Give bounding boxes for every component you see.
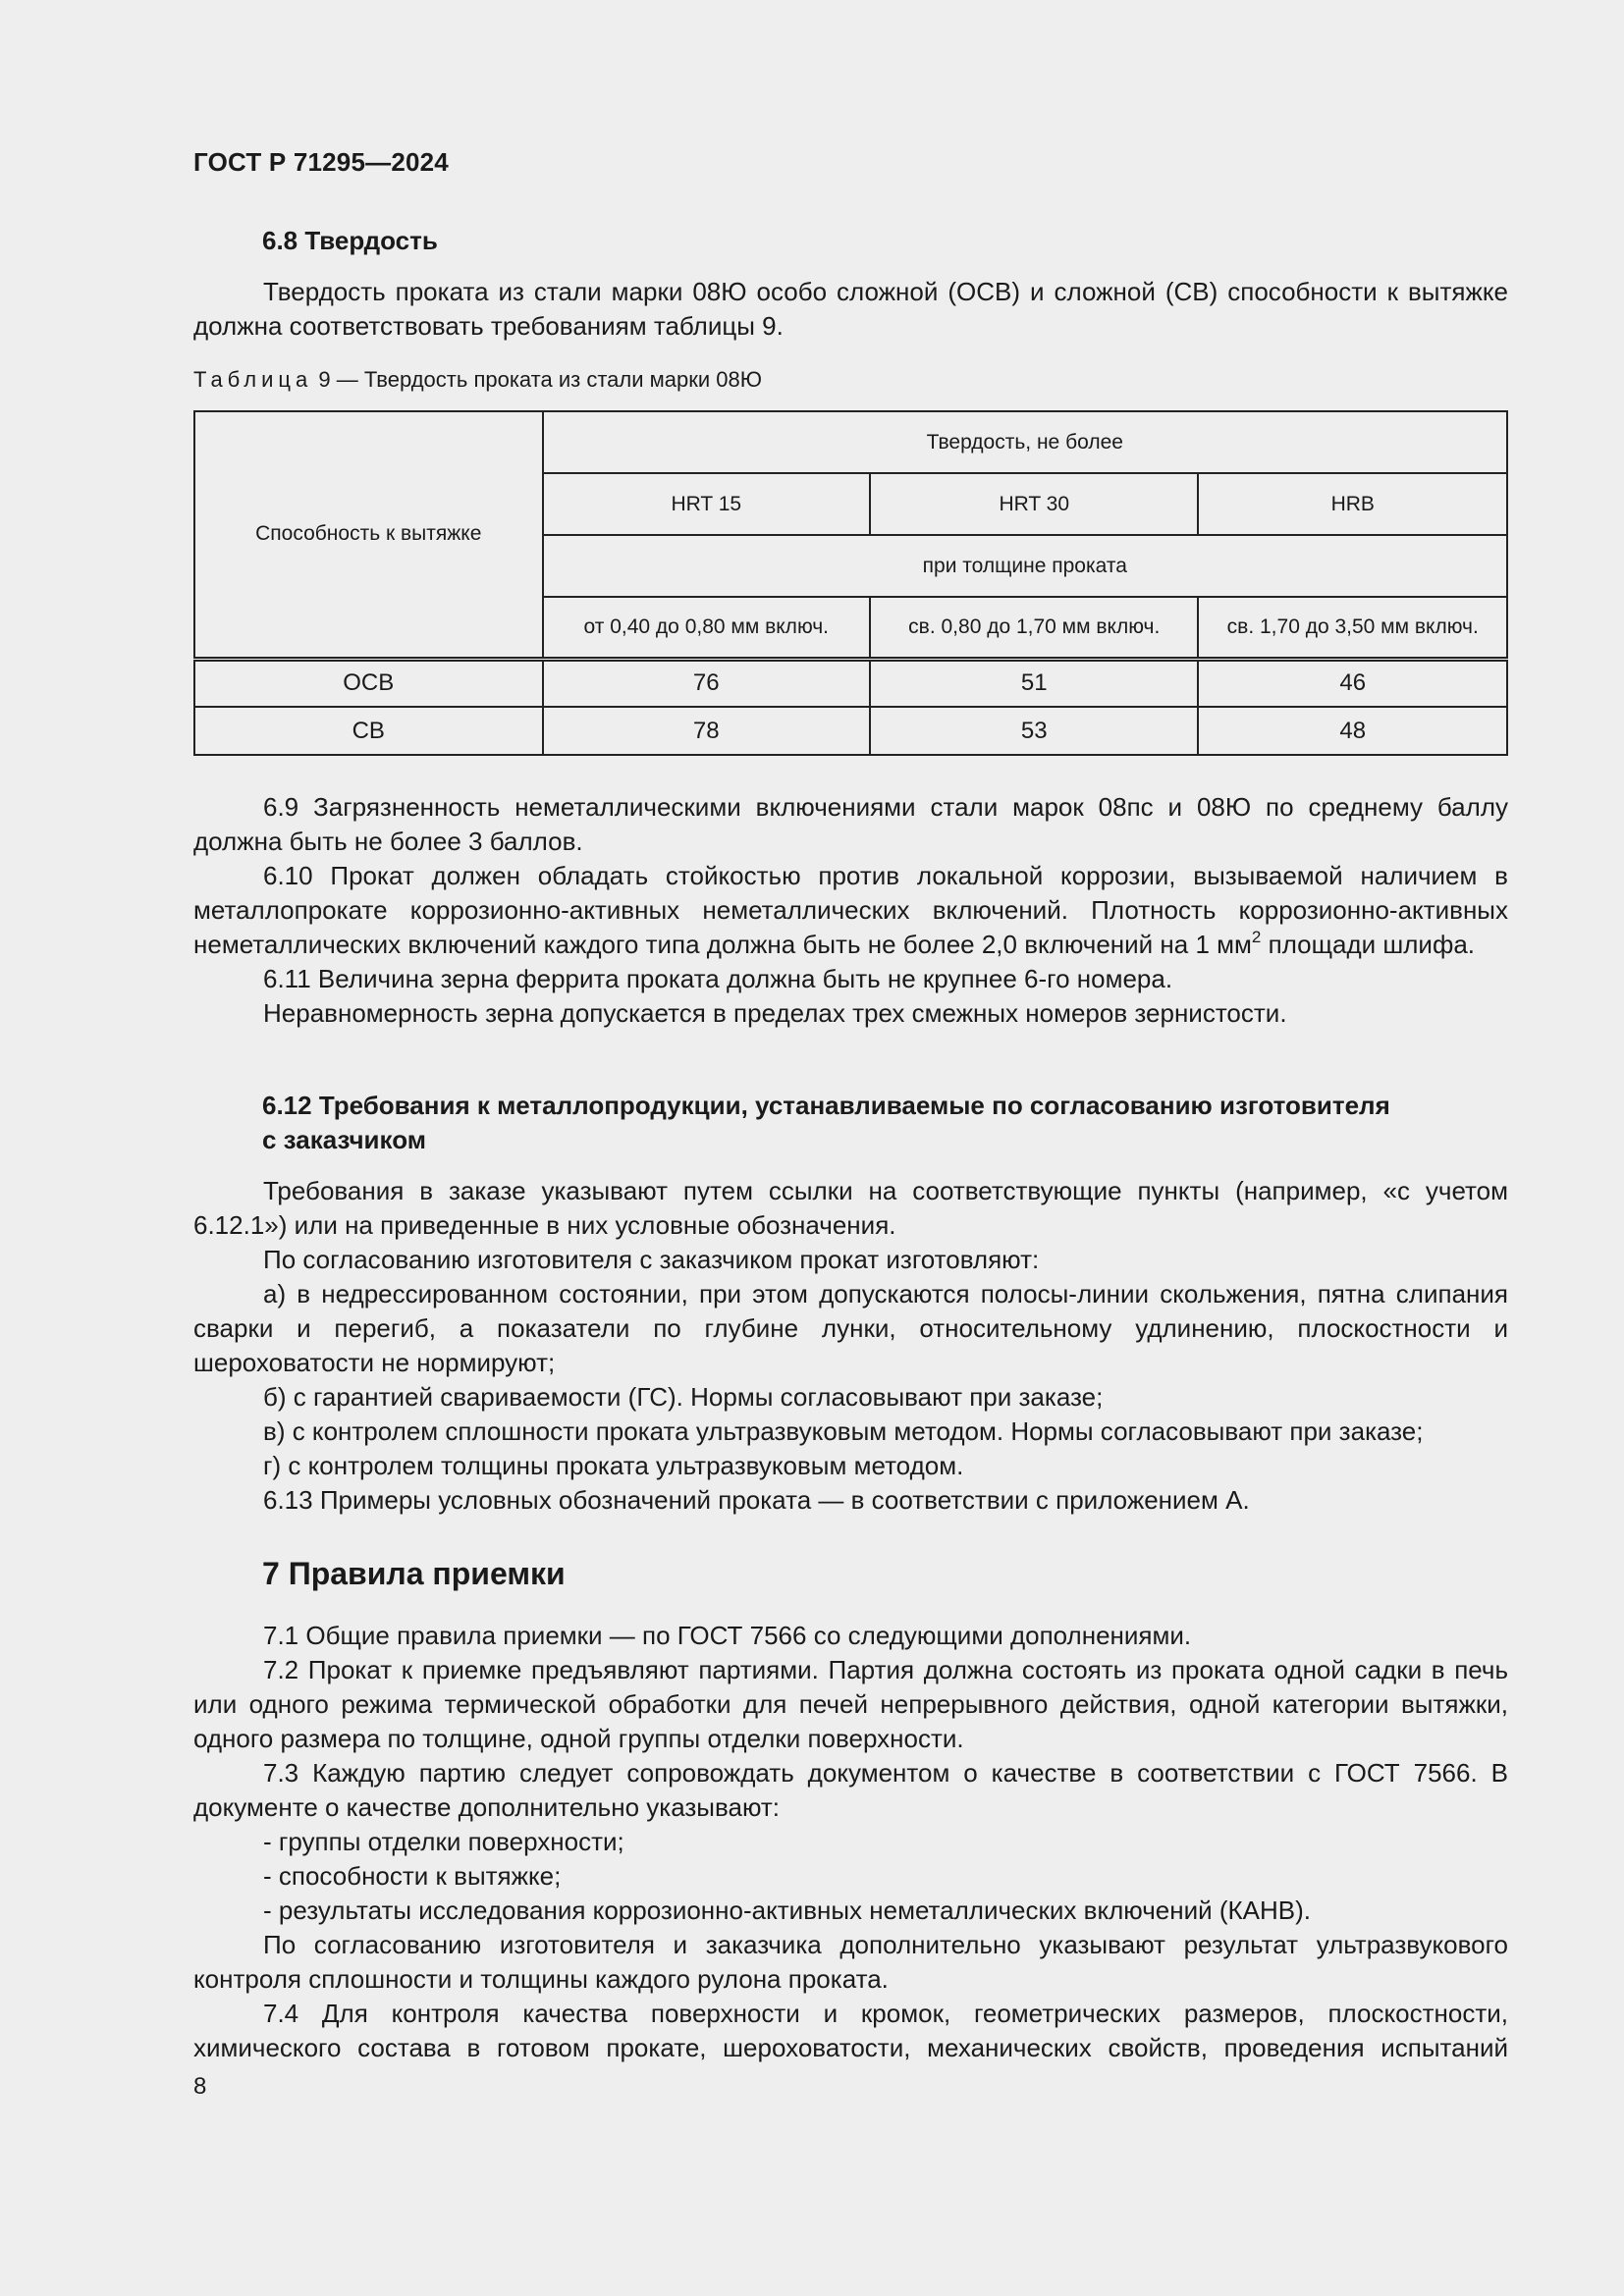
page-number: 8 (193, 2073, 207, 2100)
text: 6.10 Прокат должен обладать стойкостью против локальной коррозии, вызываемой наличием в металлопрокате коррозионно-активных неметаллических включений. Плотность коррозионно-активных неметаллических включений каждого типа должна быть не более 2,0 включений на 1 мм (193, 861, 1508, 959)
table-row (194, 659, 1507, 707)
section-6-8-text (193, 275, 1508, 344)
list-item: г) с контролем толщины проката ультразвуковым методом. (263, 1451, 964, 1480)
row-label-cell: СВ (194, 707, 543, 755)
section-6-9-text: 6.9 Загрязненность неметаллическими включениями стали марок 08пс и 08Ю по среднему баллу должна быть не более 3 баллов. (193, 792, 1508, 856)
scale-cell: HRT 30 (870, 473, 1198, 535)
chapter-7-body (193, 1619, 1508, 2065)
list-item: а) в недрессированном состоянии, при этом допускаются полосы-линии скольжения, пятна слипания сварки и перегиб, а показатели по глубине лунки, относительному удлинению, плоскостности и шероховатости не нормируют; (193, 1279, 1508, 1377)
paragraph: Требования в заказе указывают путем ссылки на соответствующие пункты (например, «с учетом 6.12.1») или на приведенные в них условные обозначения. (193, 1176, 1508, 1240)
range-cell: св. 1,70 до 3,50 мм включ. (1198, 597, 1507, 659)
range-cell: от 0,40 до 0,80 мм включ. (543, 597, 870, 659)
list-item: в) с контролем сплошности проката ультразвуковым методом. Нормы согласовывают при заказе; (263, 1416, 1424, 1446)
list-item: - результаты исследования коррозионно-активных неметаллических включений (КАНВ). (263, 1896, 1311, 1925)
value-cell: 78 (543, 707, 870, 755)
caption-word: Таблица (193, 367, 313, 392)
section-6-11-text: 6.11 Величина зерна феррита проката должна быть не крупнее 6-го номера. (263, 964, 1173, 993)
list-item: б) с гарантией свариваемости (ГС). Нормы согласовывают при заказе; (263, 1382, 1104, 1412)
value-cell: 76 (543, 659, 870, 707)
range-cell: св. 0,80 до 1,70 мм включ. (870, 597, 1198, 659)
list-item: - группы отделки поверхности; (263, 1827, 624, 1856)
paragraph: 7.2 Прокат к приемке предъявляют партиями. Партия должна состоять из проката одной садки в печь или одного режима термической обработки для печей непрерывного действия, одной категории вытяжки, одного размера по толщине, одной группы отделки поверхности. (193, 1655, 1508, 1753)
paragraph: 7.1 Общие правила приемки — по ГОСТ 7566 со следующими дополнениями. (263, 1621, 1192, 1650)
section-6-11-text: Неравномерность зерна допускается в пределах трех смежных номеров зернистости. (263, 998, 1287, 1028)
value-cell: 53 (870, 707, 1198, 755)
sections-6-9-to-6-11 (193, 790, 1508, 1031)
paragraph: 7.4 Для контроля качества поверхности и кромок, геометрических размеров, плоскостности, химического состава в готовом прокате, шероховатости, механических свойств, проведения испытаний (193, 1999, 1508, 2062)
hardness-header-cell: Твердость, не более (543, 411, 1507, 473)
scale-cell: HRT 15 (543, 473, 870, 535)
section-6-13-text: 6.13 Примеры условных обозначений проката — в соответствии с приложением А. (263, 1485, 1250, 1515)
value-cell: 46 (1198, 659, 1507, 707)
table-9-hardness (193, 410, 1508, 756)
text: площади шлифа. (1261, 930, 1476, 959)
section-6-10-text (193, 859, 1508, 962)
scale-cell: HRB (1198, 473, 1507, 535)
section-6-8-heading: 6.8 Твердость (262, 226, 438, 255)
heading-line: 6.12 Требования к металлопродукции, устанавливаемые по согласованию изготовителя (262, 1091, 1390, 1120)
document-page (193, 0, 1508, 2296)
section-6-12-body (193, 1174, 1508, 1518)
value-cell: 48 (1198, 707, 1507, 755)
thickness-header-cell: при толщине проката (543, 535, 1507, 597)
paragraph: Твердость проката из стали марки 08Ю особо сложной (ОСВ) и сложной (СВ) способности к вытяжке должна соответствовать требованиям таблицы 9. (193, 277, 1508, 341)
superscript: 2 (1251, 928, 1262, 946)
section-6-12-heading (262, 1089, 1508, 1157)
paragraph: По согласованию изготовителя и заказчика дополнительно указывают результат ультразвукового контроля сплошности и толщины каждого рулона проката. (193, 1930, 1508, 1994)
list-item: - способности к вытяжке; (263, 1861, 562, 1891)
row-label-cell: ОСВ (194, 659, 543, 707)
chapter-7-heading: 7 Правила приемки (262, 1556, 566, 1591)
heading-line: с заказчиком (262, 1125, 426, 1154)
document-id-header: ГОСТ Р 71295—2024 (193, 147, 449, 177)
row-header-cell: Способность к вытяжке (194, 411, 543, 659)
caption-text: 9 — Твердость проката из стали марки 08Ю (312, 367, 762, 392)
paragraph: 7.3 Каждую партию следует сопровождать документом о качестве в соответствии с ГОСТ 7566. В документе о качестве дополнительно указывают: (193, 1758, 1508, 1822)
paragraph: По согласованию изготовителя с заказчиком прокат изготовляют: (263, 1245, 1040, 1274)
table-9-caption (193, 367, 762, 393)
value-cell: 51 (870, 659, 1198, 707)
table-row (194, 707, 1507, 755)
